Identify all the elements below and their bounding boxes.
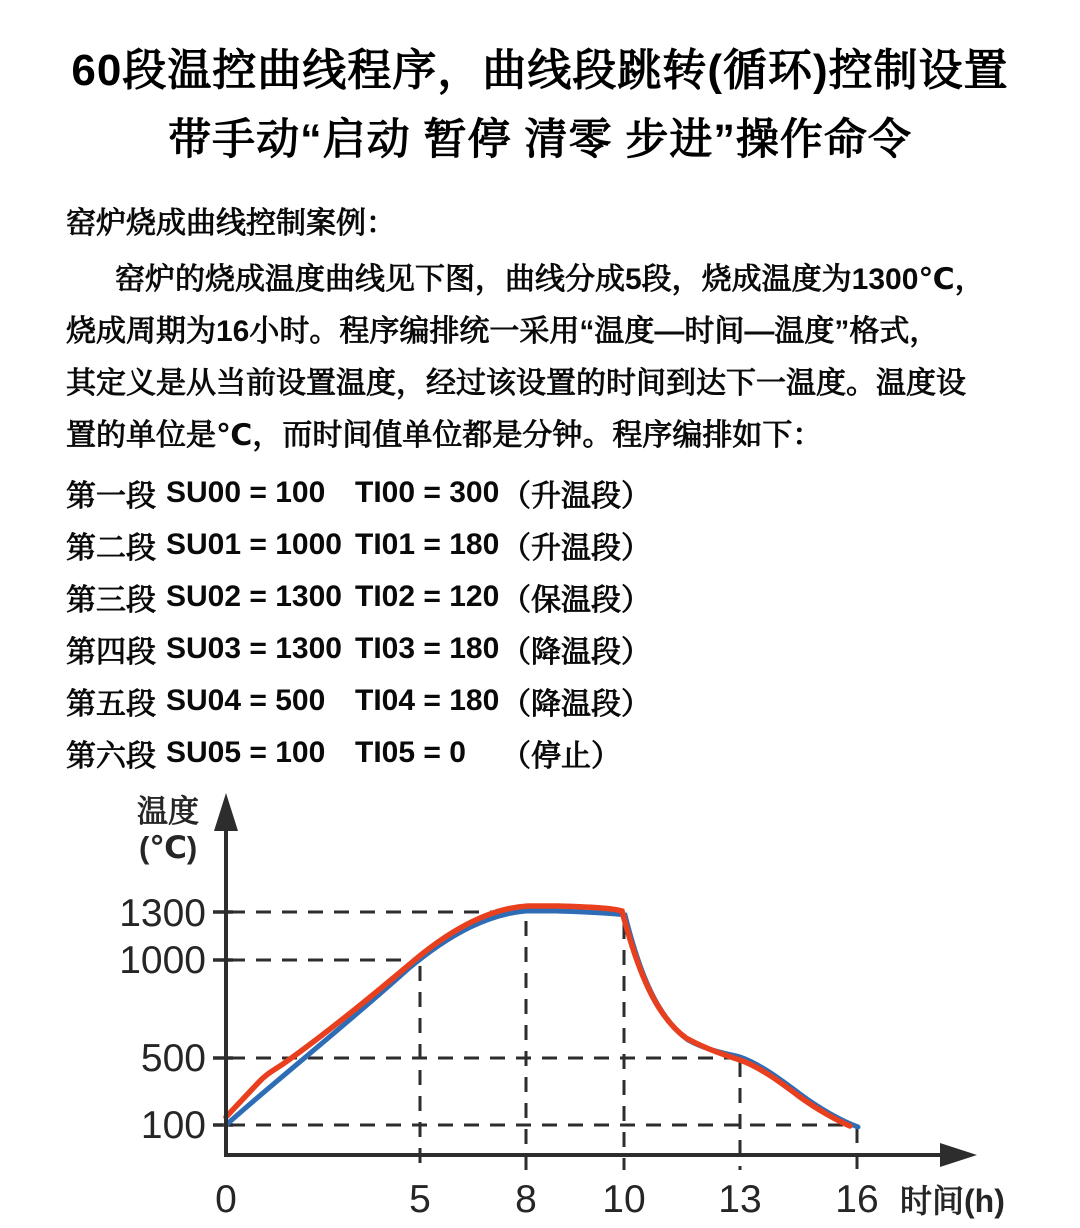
su-setting: SU02 = 1300: [166, 580, 342, 613]
x-axis-arrow-icon: [940, 1143, 977, 1167]
program-row: [66, 467, 926, 519]
y-tick-label-1000: 1000: [119, 939, 206, 982]
x-tick-label-0: 0: [215, 1178, 237, 1221]
curve-blue: [226, 911, 858, 1127]
ti-setting: TI02 = 120: [355, 580, 500, 613]
y-tick-label-100: 100: [140, 1104, 206, 1147]
y-tick-label-1300: 1300: [119, 892, 206, 935]
su-setting: SU05 = 100: [166, 736, 326, 769]
segment-label: 第六段: [66, 740, 156, 773]
segment-note: （降温段）: [501, 636, 651, 669]
temperature-curve-chart: [0, 780, 1080, 1223]
segment-note: （停止）: [501, 740, 621, 773]
su-setting: SU03 = 1300: [166, 632, 342, 665]
x-tick-label-10: 10: [602, 1178, 646, 1221]
page-title-line1: 60段温控曲线程序，曲线段跳转(循环)控制设置: [71, 46, 1009, 95]
y-axis-ticks: [213, 912, 233, 1125]
paragraph-line: 窑炉的烧成温度曲线见下图，曲线分成5段，烧成温度为1300℃，: [115, 263, 985, 296]
program-row: [66, 623, 926, 675]
paragraph-line: 烧成周期为16小时。程序编排统一采用“温度—时间—温度”格式，: [66, 315, 940, 348]
y-axis-title: 温度: [137, 794, 199, 829]
page-title-line2: 带手动“启动 暂停 清零 步进”操作命令: [168, 116, 912, 164]
ti-setting: TI04 = 180: [355, 684, 500, 717]
chart-svg: [0, 780, 1080, 1223]
segment-label: 第一段: [66, 480, 156, 513]
case-heading: 窑炉烧成曲线控制案例：: [66, 207, 396, 240]
x-tick-label-13: 13: [718, 1178, 762, 1221]
su-setting: SU01 = 1000: [166, 528, 342, 561]
segment-label: 第二段: [66, 532, 156, 565]
axes: [224, 808, 944, 1155]
y-tick-label-500: 500: [140, 1037, 206, 1080]
program-row: [66, 571, 926, 623]
program-row: [66, 727, 926, 779]
segment-label: 第五段: [66, 688, 156, 721]
segment-note: （升温段）: [501, 480, 651, 513]
ti-setting: TI03 = 180: [355, 632, 500, 665]
segment-label: 第四段: [66, 636, 156, 669]
x-axis-title: 时间(h): [900, 1183, 1005, 1219]
y-axis-unit: (℃): [139, 830, 198, 865]
segment-note: （降温段）: [501, 688, 651, 721]
curve-red: [226, 906, 850, 1126]
segment-note: （升温段）: [501, 532, 651, 565]
ti-setting: TI00 = 300: [355, 476, 500, 509]
paragraph-line: 其定义是从当前设置温度，经过该设置的时间到达下一温度。温度设: [66, 367, 966, 400]
ti-setting: TI05 = 0: [355, 736, 466, 769]
su-setting: SU00 = 100: [166, 476, 326, 509]
x-tick-label-8: 8: [515, 1178, 537, 1221]
su-setting: SU04 = 500: [166, 684, 326, 717]
program-row: [66, 519, 926, 571]
paragraph-line: 置的单位是℃，而时间值单位都是分钟。程序编排如下：: [66, 419, 823, 452]
x-tick-label-16: 16: [835, 1178, 879, 1221]
segment-note: （保温段）: [501, 584, 651, 617]
ti-setting: TI01 = 180: [355, 528, 500, 561]
y-axis-arrow-icon: [214, 793, 238, 831]
program-row: [66, 675, 926, 727]
segment-label: 第三段: [66, 584, 156, 617]
program-listing: [66, 467, 926, 779]
description-paragraph: [66, 254, 1036, 462]
x-tick-label-5: 5: [409, 1178, 431, 1221]
